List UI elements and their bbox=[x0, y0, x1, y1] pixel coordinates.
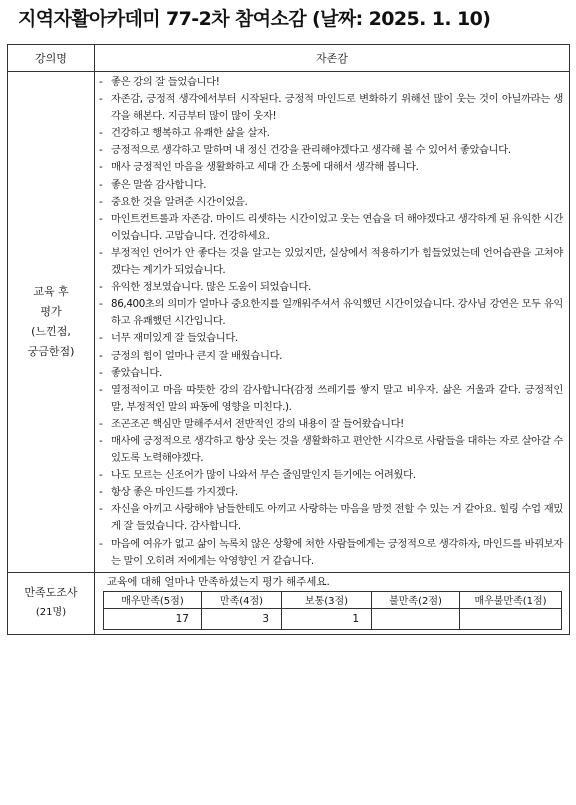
rating-value-neutral: 1 bbox=[282, 608, 372, 629]
survey-row bbox=[8, 572, 570, 634]
comment-item: - 긍정의 힘이 얼마나 큰지 잘 배웠습니다. bbox=[97, 348, 563, 365]
comment-item: - 항상 좋은 마인드를 가지겠다. bbox=[97, 484, 563, 501]
comment-item: - 조곤조곤 핵심만 말해주셔서 전반적인 강의 내용이 잘 들어왔습니다! bbox=[97, 416, 563, 433]
comment-item: - 유익한 정보였습니다. 많은 도움이 되었습니다. bbox=[97, 279, 563, 296]
lecture-name-header: 강의명 bbox=[8, 45, 95, 72]
lecture-topic: 자존감 bbox=[95, 45, 570, 72]
evaluation-label-line: 평가 bbox=[40, 304, 62, 318]
comments-cell bbox=[95, 72, 570, 573]
comment-item: - 마인트컨트롤과 자존감. 마이드 리셋하는 시간이었고 웃는 연습을 더 해야겠다고 생각하게 된 유익한 시간이었습니다. 고맙습니다. 건강하세요. bbox=[97, 211, 563, 245]
comment-item: - 긍정적으로 생각하고 말하며 내 정신 건강을 관리해야겠다고 생각해 볼 수 있어서 좋았습니다. bbox=[97, 142, 563, 159]
comment-item: - 좋았습니다. bbox=[97, 365, 563, 382]
comment-item: - 중요한 것을 알려준 시간이었음. bbox=[97, 194, 563, 211]
evaluation-label-line: 교육 후 bbox=[33, 284, 69, 298]
survey-cell bbox=[95, 572, 570, 634]
rating-header-neutral: 보통(3점) bbox=[282, 591, 372, 608]
rating-value-very-satisfied: 17 bbox=[104, 608, 202, 629]
rating-value-satisfied: 3 bbox=[202, 608, 282, 629]
survey-question: 교육에 대해 얼마나 만족하셨는지 평가 해주세요. bbox=[107, 575, 330, 588]
rating-table bbox=[103, 591, 562, 630]
rating-header-satisfied: 만족(4점) bbox=[202, 591, 282, 608]
survey-label: 만족도조사 bbox=[24, 586, 78, 600]
rating-header-dissatisfied: 불만족(2점) bbox=[372, 591, 460, 608]
evaluation-label bbox=[8, 72, 95, 573]
comment-item: - 나도 모르는 신조어가 많이 나와서 무슨 줄임말인지 듣기에는 어려웠다. bbox=[97, 467, 563, 484]
comment-item: - 건강하고 행복하고 유쾌한 삶을 살자. bbox=[97, 125, 563, 142]
comment-item: - 매사에 긍정적으로 생각하고 항상 웃는 것을 생활화하고 편안한 시각으로 사람들을 대하는 자로 살아갈 수 있도록 노력해야겠다. bbox=[97, 433, 563, 467]
comment-item: - 86,400초의 의미가 얼마나 중요한지를 일깨워주셔서 유익했던 시간이었습니다. 강사님 강연은 모두 유익하고 유쾌했던 시간입니다. bbox=[97, 296, 563, 330]
comment-list bbox=[97, 74, 563, 570]
header-row bbox=[8, 45, 570, 72]
evaluation-label-line: 궁금한점) bbox=[27, 344, 75, 358]
survey-label-cell bbox=[8, 572, 95, 634]
comment-item: - 자존감, 긍정적 생각에서부터 시작된다. 긍정적 마인드로 변화하기 위해선 많이 웃는 것이 아닐까라는 생각을 해본다. 지금부터 많이 많이 웃자! bbox=[97, 91, 563, 125]
evaluation-label-line: (느낀점, bbox=[31, 324, 71, 338]
comment-item: - 너무 재미있게 잘 들었습니다. bbox=[97, 330, 563, 347]
page-title: 지역자활아카데미 77-2차 참여소감 (날짜: 2025. 1. 10) bbox=[18, 8, 491, 30]
rating-value-dissatisfied bbox=[372, 608, 460, 629]
feedback-table bbox=[7, 44, 570, 635]
rating-header-row bbox=[104, 591, 562, 608]
comment-item: - 부정적인 언어가 안 좋다는 것을 알고는 있었지만, 실상에서 적용하기가 힘들었었는데 언어습관을 고쳐야겠다는 계기가 되었습니다. bbox=[97, 245, 563, 279]
rating-header-very-dissatisfied: 매우불만족(1점) bbox=[460, 591, 562, 608]
rating-header-very-satisfied: 매우만족(5점) bbox=[104, 591, 202, 608]
respondent-count: (21명) bbox=[35, 607, 67, 619]
comment-item: - 자신을 아끼고 사랑해야 남들한테도 아끼고 사랑하는 마음을 맘껏 전할 수 있는 거 같아요. 힐링 수업 재밌게 잘 들었습니다. 감사합니다. bbox=[97, 501, 563, 535]
comment-item: - 매사 긍정적인 마음을 생활화하고 세대 간 소통에 대해서 생각해 봅니다. bbox=[97, 159, 563, 176]
comment-item: - 열정적이고 마음 따뜻한 강의 감사합니다(감정 쓰레기를 쌓지 말고 비우자. 삶은 거울과 같다. 긍정적인 말, 부정적인 말의 파동에 영향을 미친다.). bbox=[97, 382, 563, 416]
rating-value-row bbox=[104, 608, 562, 629]
comment-item: - 좋은 말씀 감사합니다. bbox=[97, 177, 563, 194]
rating-value-very-dissatisfied bbox=[460, 608, 562, 629]
comment-item: - 마음에 여유가 없고 삶이 녹록치 않은 상황에 처한 사람들에게는 긍정적으로 생각하자, 마인드를 바꿔보자는 말이 오히려 저에게는 악영향인 거 같습니다. bbox=[97, 536, 563, 570]
evaluation-row bbox=[8, 72, 570, 573]
comment-item: - 좋은 강의 잘 들었습니다! bbox=[97, 74, 563, 91]
